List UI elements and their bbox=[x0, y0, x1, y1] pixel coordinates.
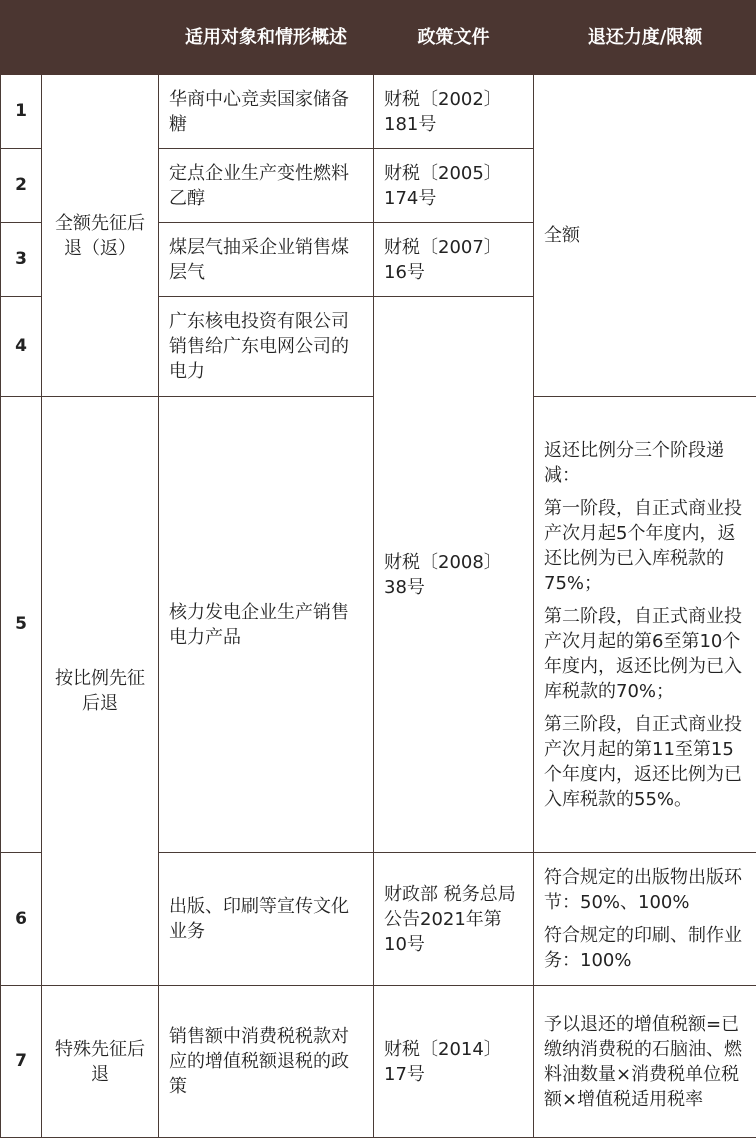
row-policy: 财税〔2002〕181号 bbox=[374, 75, 534, 149]
amount-row6 bbox=[534, 853, 756, 986]
row-number: 2 bbox=[1, 149, 42, 223]
table-row bbox=[1, 986, 756, 1138]
row-number: 6 bbox=[1, 853, 42, 986]
amount-text: 符合规定的印刷、制作业务：100% bbox=[544, 925, 742, 971]
header-refund-amount: 退还力度/限额 bbox=[534, 1, 756, 75]
row-policy: 财税〔2005〕174号 bbox=[374, 149, 534, 223]
amount-row7: 予以退还的增值税额=已缴纳消费税的石脑油、燃料油数量×消费税单位税额×增值税适用税率 bbox=[534, 986, 756, 1138]
row-description: 销售额中消费税税款对应的增值税额退税的政策 bbox=[159, 986, 374, 1138]
row-policy: 财税〔2014〕17号 bbox=[374, 986, 534, 1138]
header-category bbox=[42, 1, 159, 75]
amount-text: 第三阶段，自正式商业投产次月起的第11至第15个年度内，返还比例为已入库税款的55%。 bbox=[544, 713, 742, 810]
amount-text: 第一阶段，自正式商业投产次月起5个年度内，返还比例为已入库税款的75%； bbox=[544, 497, 742, 594]
row-number: 4 bbox=[1, 297, 42, 397]
category-ratio-refund: 按比例先征后退 bbox=[42, 397, 159, 986]
row-description: 定点企业生产变性燃料乙醇 bbox=[159, 149, 374, 223]
amount-row5 bbox=[534, 397, 756, 853]
row-policy: 财税〔2007〕16号 bbox=[374, 223, 534, 297]
row-number: 5 bbox=[1, 397, 42, 853]
amount-text: 符合规定的出版物出版环节：50%、100% bbox=[544, 867, 742, 913]
amount-full: 全额 bbox=[534, 75, 756, 397]
header-number bbox=[1, 1, 42, 75]
header-applicable-scope: 适用对象和情形概述 bbox=[159, 1, 374, 75]
row-description: 核力发电企业生产销售电力产品 bbox=[159, 397, 374, 853]
category-full-refund: 全额先征后退（返） bbox=[42, 75, 159, 397]
row-number: 3 bbox=[1, 223, 42, 297]
row-description: 广东核电投资有限公司销售给广东电网公司的电力 bbox=[159, 297, 374, 397]
row-number: 7 bbox=[1, 986, 42, 1138]
shared-policy-4-5: 财税〔2008〕38号 bbox=[374, 297, 534, 853]
header-row bbox=[1, 1, 756, 75]
row-description: 出版、印刷等宣传文化业务 bbox=[159, 853, 374, 986]
amount-text: 返还比例分三个阶段递减： bbox=[544, 439, 724, 486]
row-description: 煤层气抽采企业销售煤层气 bbox=[159, 223, 374, 297]
amount-text: 第二阶段，自正式商业投产次月起的第6至第10个年度内，返还比例为已入库税款的70%； bbox=[544, 605, 742, 702]
row-description: 华商中心竞卖国家储备糖 bbox=[159, 75, 374, 149]
header-policy-document: 政策文件 bbox=[374, 1, 534, 75]
table-row bbox=[1, 75, 756, 149]
row-number: 1 bbox=[1, 75, 42, 149]
category-special-refund: 特殊先征后退 bbox=[42, 986, 159, 1138]
row-policy: 财政部 税务总局公告2021年第10号 bbox=[374, 853, 534, 986]
